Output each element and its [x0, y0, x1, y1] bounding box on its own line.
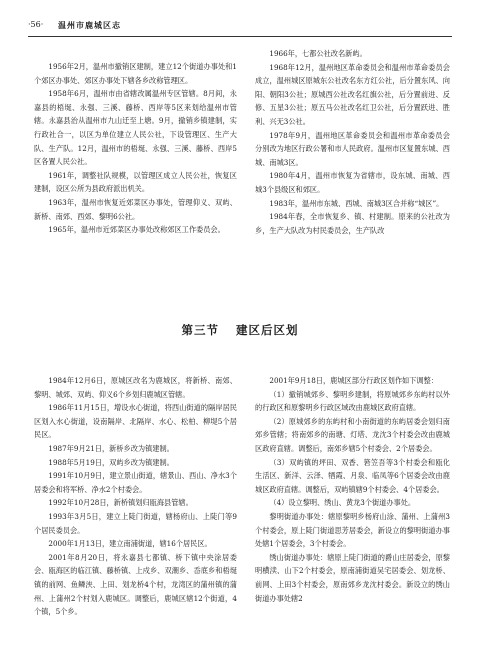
paragraph: 1991年10月9日，建立景山街道，辖景山、西山、净水3个居委会和将军桥、净水2个村委会。: [34, 471, 237, 494]
paragraph: 2001年9月18日，鹿城区部分行政区划作如下调整：: [269, 376, 438, 385]
page-header: [28, 18, 452, 40]
paragraph: 绣山街道办事处：辖原上陡门街道的爵山庄居委会，原黎明横渎、山下2个村委会，原南浦街道吴宅居委会、划龙桥、前网、上田3个村委会，原南郊乡龙沈村委会。新设立的绣山街道办事处辖2: [255, 552, 450, 603]
paragraph: 1965年，温州市近郊菜区办事处改称郊区工作委员会。: [48, 225, 225, 235]
top-left-column: [34, 60, 237, 237]
paragraph: 1986年11月15日，增设水心街道，将西山街道的隔岸居民区划入水心街道，设南隔岸、北隔岸、水心、松柏、柳堤5个居民区。: [34, 403, 237, 440]
paragraph: 1984年春，全市恢复乡、镇、村建制。原来的公社改为乡，生产大队改为村民委员会，生产队改: [255, 212, 450, 235]
paragraph: 1992年10月28日，新桥镇划归瓯海县管辖。: [48, 498, 193, 508]
section-number: 第三节: [181, 323, 219, 337]
paragraph: 1980年4月，温州市恢复为省辖市，设东城、南城、西城3个县级区和郊区。: [255, 171, 450, 194]
top-right-column: [255, 47, 450, 237]
paragraph: （1）撤销城郊乡、黎明乡建制，将原城郊乡东屿村以外的行政区和原黎明乡行政区域改由鹿城区政府直辖。: [255, 389, 450, 413]
bottom-right-column: [255, 374, 450, 605]
section-heading: [0, 322, 480, 338]
paragraph: 1958年6月，温州市由省辖改属温州专区管辖。8月间，永嘉县的梧埏、永强、三溪、藤桥、西岸等5区来划给温州市管辖。永嘉县治从温州市九山迁至上塘。9月，撤销乡镇建制，实行政社合一，以区为单位建立人民公社，下设管理区、生产大队、生产队。12月，温州市的梧埏、永强、三溪、藤桥、西岸5区各置人民公社。: [34, 89, 237, 167]
paragraph: 2001年8月20日，将永嘉县七都镇、桥下镇中央涂居委会、瓯海区的临江镇、藤桥镇、上戍乡、双潮乡、岙底乡和梧埏镇的前网、鱼鳞浃、上田、划龙桥4个村，龙湾区的蒲州镇的蒲州、上蒲州2个村划入鹿城区。调整后，鹿城区辖12个街道，4个镇，5个乡。: [34, 552, 237, 617]
paragraph: 1993年3月5日，建立上陡门街道，辖杨府山、上陡门等9个居民委员会。: [34, 511, 237, 535]
paragraph: 1966年，七都公社改名新屿。: [269, 49, 367, 58]
paragraph: 1978年9月，温州地区革命委员会和温州市革命委员会分别改为地区行政公署和市人民政府。温州市区复置东城、西城、南城3区。: [255, 130, 450, 167]
page-number: ·56·: [28, 20, 44, 29]
book-title: 温州市鹿城区志: [58, 20, 121, 30]
paragraph: （2）原城郊乡的东屿村和小南街道的东屿居委会划归南郊乡管辖；将南郊乡的南塘、灯塔、龙沈3个村委会改由鹿城区政府直辖。调整后，南郊乡辖5个村委会、2个居委会。: [255, 416, 450, 453]
paragraph: （3）双屿镇的坪田、双香、箬笠吾等3个村委会和瓯化生活区、新洋、云泽、牺霞、月泉、临凤等6个居委会改由鹿城区政府直辖。调整后，双屿镇辖9个村委会、4个居委会。: [255, 457, 450, 494]
paragraph: 1968年12月，温州地区革命委员会和温州市革命委员会成立，温州城区原城东公社改名东方红公社，后分置东风、向阳、朝阳3公社；原城西公社改名红旗公社，后分置前进、反修、五星3公社；原五马公社改名红卫公社，后分置跃进、胜利、兴无3公社。: [255, 62, 450, 126]
paragraph: 1987年9月21日，新桥乡改为镇建制。: [48, 443, 174, 453]
bottom-left-column: [34, 374, 237, 619]
paragraph: （4）设立黎明、绣山、黄龙3个街道办事处。: [269, 498, 416, 508]
paragraph: 1956年2月，温州市撤销区建制，建立12个街道办事处和1个郊区办事处、郊区办事处下辖各乡改称管理区。: [34, 62, 237, 85]
paragraph: 1983年，温州市东城、西城、南城3区合并称“城区”。: [269, 198, 444, 208]
header-rule: [28, 36, 452, 37]
paragraph: 1963年，温州市恢复近郊菜区办事处，管理仰义、双屿、新桥、南郊、西郊、黎明6公社。: [34, 197, 237, 221]
paragraph: 1988年5月19日，双屿乡改为镇建制。: [48, 457, 174, 467]
paragraph: 黎明街道办事处：辖原黎明乡杨府山涂、蒲州、上蒲州3个村委会，原上陡门街道思芳居委会，新设立的黎明街道办事处辖1个居委会，3个村委会。: [255, 511, 450, 549]
paragraph: 1984年12月6日，原城区改名为鹿城区，将新桥、南郊、黎明、城郊、双屿、仰义6个乡划归鹿城区管辖。: [34, 376, 237, 399]
paragraph: 1961年，调整社队规模，以管理区成立人民公社，恢复区建制，设区公所为县政府派出机关。: [34, 170, 237, 194]
section-title: 建区后区划: [236, 323, 299, 337]
paragraph: 2000年1月13日，建立南浦街道，辖16个居民区。: [48, 539, 212, 549]
